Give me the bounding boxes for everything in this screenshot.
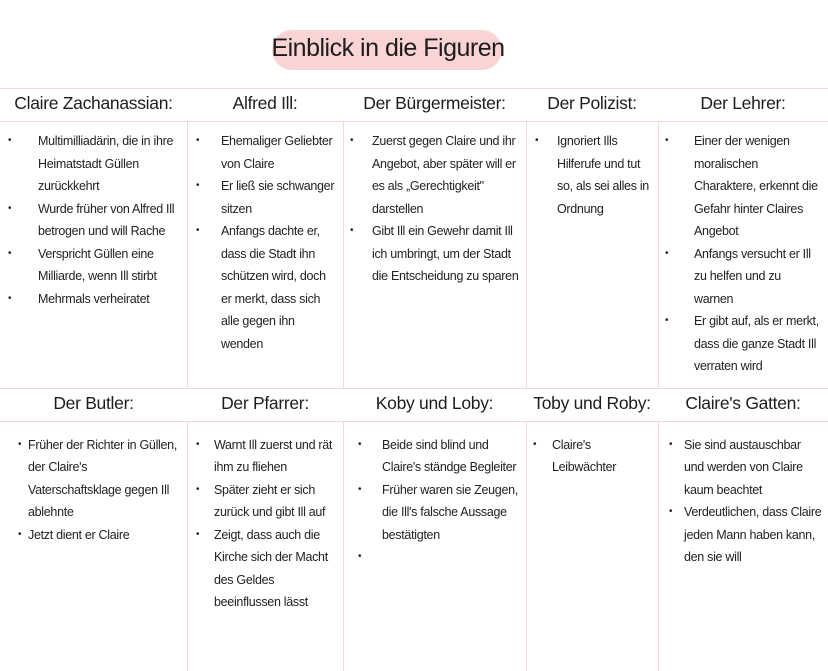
bullet-list xyxy=(527,434,652,479)
bullet-item: • Mehrmals verheiratet xyxy=(0,288,181,311)
bullet-item: • Verspricht Güllen eine Milliarde, wenn Ill stirbt xyxy=(0,243,181,288)
character-description xyxy=(0,122,187,388)
character-name: Claire's Gatten: xyxy=(658,388,828,422)
bullet-item: • Verdeutlichen, dass Claire jeden Mann haben kann, den sie will xyxy=(659,501,822,569)
character-description xyxy=(0,422,187,671)
character-name: Der Pfarrer: xyxy=(187,388,343,422)
character-table xyxy=(0,88,828,671)
bullet-item: • Wurde früher von Alfred Ill betrogen und will Rache xyxy=(0,198,181,243)
bullet-list xyxy=(659,130,822,378)
bullet-item: • Ehemaliger Geliebter von Claire xyxy=(188,130,337,175)
character-name: Der Polizist: xyxy=(526,88,658,122)
bullet-list xyxy=(527,130,652,220)
character-description xyxy=(187,122,343,388)
bullet-list xyxy=(344,434,520,569)
bullet-item: • Später zieht er sich zurück und gibt Ill auf xyxy=(188,479,337,524)
character-name: Der Lehrer: xyxy=(658,88,828,122)
character-description xyxy=(526,422,658,671)
bullet-list xyxy=(188,434,337,614)
character-description xyxy=(343,422,526,671)
bullet-item xyxy=(344,546,520,569)
character-name: Der Butler: xyxy=(0,388,187,422)
character-description xyxy=(343,122,526,388)
bullet-item: • Zeigt, dass auch die Kirche sich der Macht des Geldes beeinflussen lässt xyxy=(188,524,337,614)
bullet-list xyxy=(344,130,520,288)
bullet-item: • Einer der wenigen moralischen Charaktere, erkennt die Gefahr hinter Claires Angebot xyxy=(659,130,822,243)
character-description xyxy=(658,422,828,671)
character-name: Toby und Roby: xyxy=(526,388,658,422)
bullet-list xyxy=(188,130,337,355)
bullet-item: • Er gibt auf, als er merkt, dass die ganze Stadt Ill verraten wird xyxy=(659,310,822,378)
bullet-item: • Früher waren sie Zeugen, die Ill's falsche Aussage bestätigten xyxy=(344,479,520,547)
bullet-item: • Er ließ sie schwanger sitzen xyxy=(188,175,337,220)
bullet-item: • Beide sind blind und Claire's ständge Begleiter xyxy=(344,434,520,479)
bullet-item: • Ignoriert Ills Hilferufe und tut so, als sei alles in Ordnung xyxy=(527,130,652,220)
bullet-item: • Anfangs dachte er, dass die Stadt ihn schützen wird, doch er merkt, dass sich alle gegen ihn wenden xyxy=(188,220,337,355)
character-description xyxy=(658,122,828,388)
bullet-item: • Jetzt dient er Claire xyxy=(0,524,181,547)
bullet-list xyxy=(659,434,822,569)
bullet-item: • Warnt Ill zuerst und rät ihm zu fliehen xyxy=(188,434,337,479)
character-name: Claire Zachanassian: xyxy=(0,88,187,122)
bullet-item: • Anfangs versucht er Ill zu helfen und zu warnen xyxy=(659,243,822,311)
bullet-item: • Multimilliadärin, die in ihre Heimatstadt Güllen zurückkehrt xyxy=(0,130,181,198)
bullet-item: • Früher der Richter in Güllen, der Claire's Vaterschaftsklage gegen Ill ablehnte xyxy=(0,434,181,524)
bullet-list xyxy=(0,434,181,547)
character-name: Koby und Loby: xyxy=(343,388,526,422)
bullet-item: • Sie sind austauschbar und werden von Claire kaum beachtet xyxy=(659,434,822,502)
character-description xyxy=(187,422,343,671)
bullet-item: • Zuerst gegen Claire und ihr Angebot, aber später will er es als „Gerechtigkeit" darstellen xyxy=(344,130,520,220)
page-title: Einblick in die Figuren xyxy=(271,34,505,62)
bullet-list xyxy=(0,130,181,310)
bullet-item: • Gibt Ill ein Gewehr damit Ill ich umbringt, um der Stadt die Entscheidung zu sparen xyxy=(344,220,520,288)
character-description xyxy=(526,122,658,388)
bullet-item: • Claire's Leibwächter xyxy=(527,434,652,479)
character-name: Alfred Ill: xyxy=(187,88,343,122)
character-name: Der Bürgermeister: xyxy=(343,88,526,122)
